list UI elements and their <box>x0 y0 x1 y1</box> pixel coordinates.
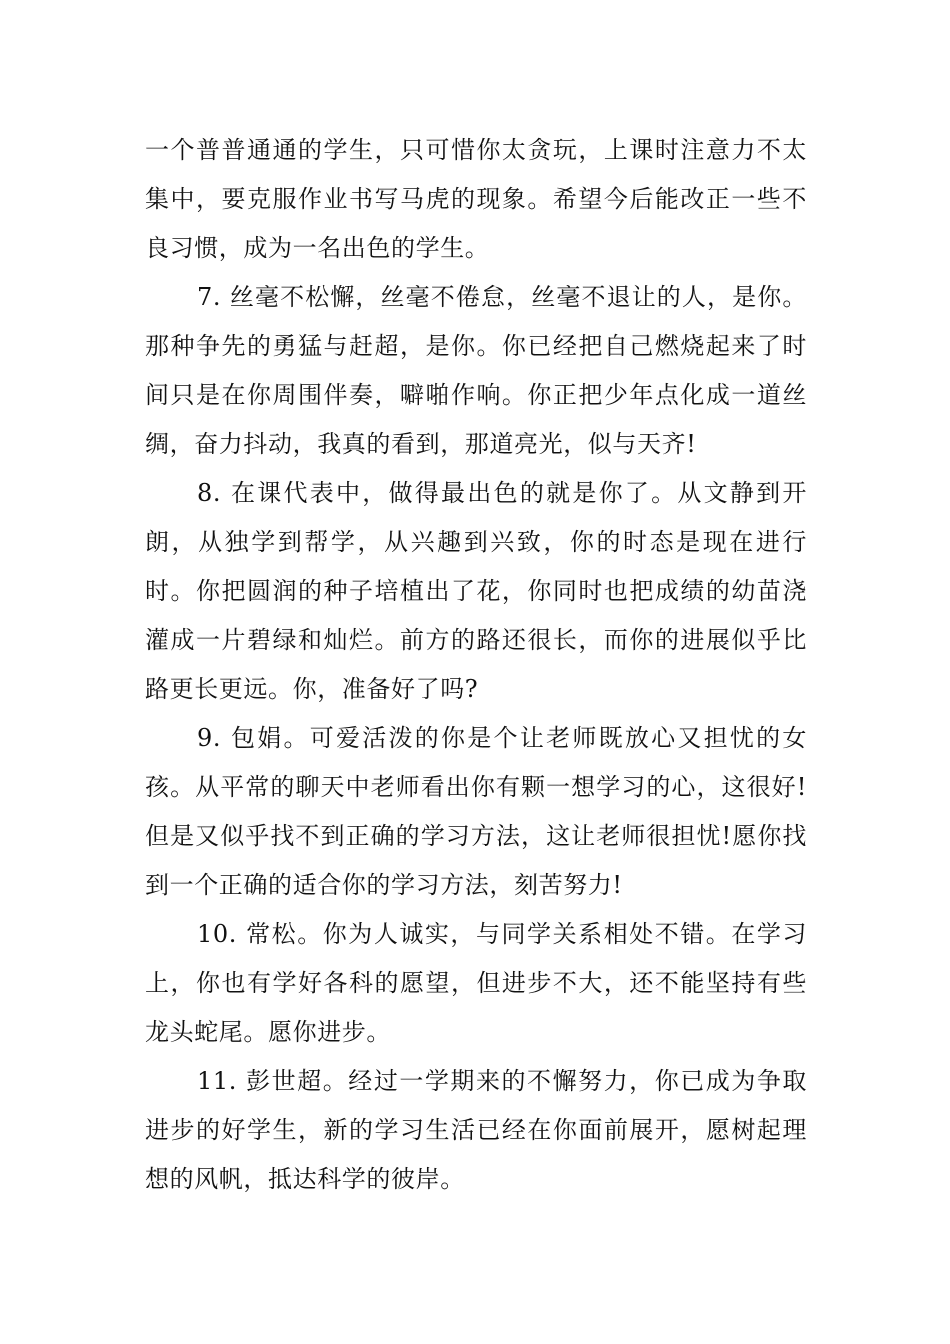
paragraph-6-continued: 一个普普通通的学生，只可惜你太贪玩，上课时注意力不太集中，要克服作业书写马虎的现象。希望今后能改正一些不良习惯，成为一名出色的学生。 <box>145 136 807 262</box>
paragraph-11: 11. 彭世超。经过一学期来的不懈努力，你已成为争取进步的好学生，新的学习生活已经在你面前展开，愿树起理想的风帆，抵达科学的彼岸。 <box>145 1067 807 1193</box>
paragraph-8: 8. 在课代表中，做得最出色的就是你了。从文静到开朗，从独学到帮学，从兴趣到兴致，你的时态是现在进行时。你把圆润的种子培植出了花，你同时也把成绩的幼苗浇灌成一片碧绿和灿烂。前方的路还很长，而你的进展似乎比路更长更远。你，准备好了吗? <box>145 479 807 703</box>
paragraph-9: 9. 包娟。可爱活泼的你是个让老师既放心又担忧的女孩。从平常的聊天中老师看出你有颗一想学习的心，这很好!但是又似乎找不到正确的学习方法，这让老师很担忧!愿你找到一个正确的适合你的学习方法，刻苦努力! <box>145 724 807 899</box>
document-body <box>145 126 807 1204</box>
paragraph-7: 7. 丝毫不松懈，丝毫不倦怠，丝毫不退让的人，是你。那种争先的勇猛与赶超，是你。你已经把自己燃烧起来了时间只是在你周围伴奏，噼啪作响。你正把少年点化成一道丝绸，奋力抖动，我真的看到，那道亮光，似与天齐! <box>145 283 807 458</box>
paragraph-10: 10. 常松。你为人诚实，与同学关系相处不错。在学习上，你也有学好各科的愿望，但进步不大，还不能坚持有些龙头蛇尾。愿你进步。 <box>145 920 807 1046</box>
